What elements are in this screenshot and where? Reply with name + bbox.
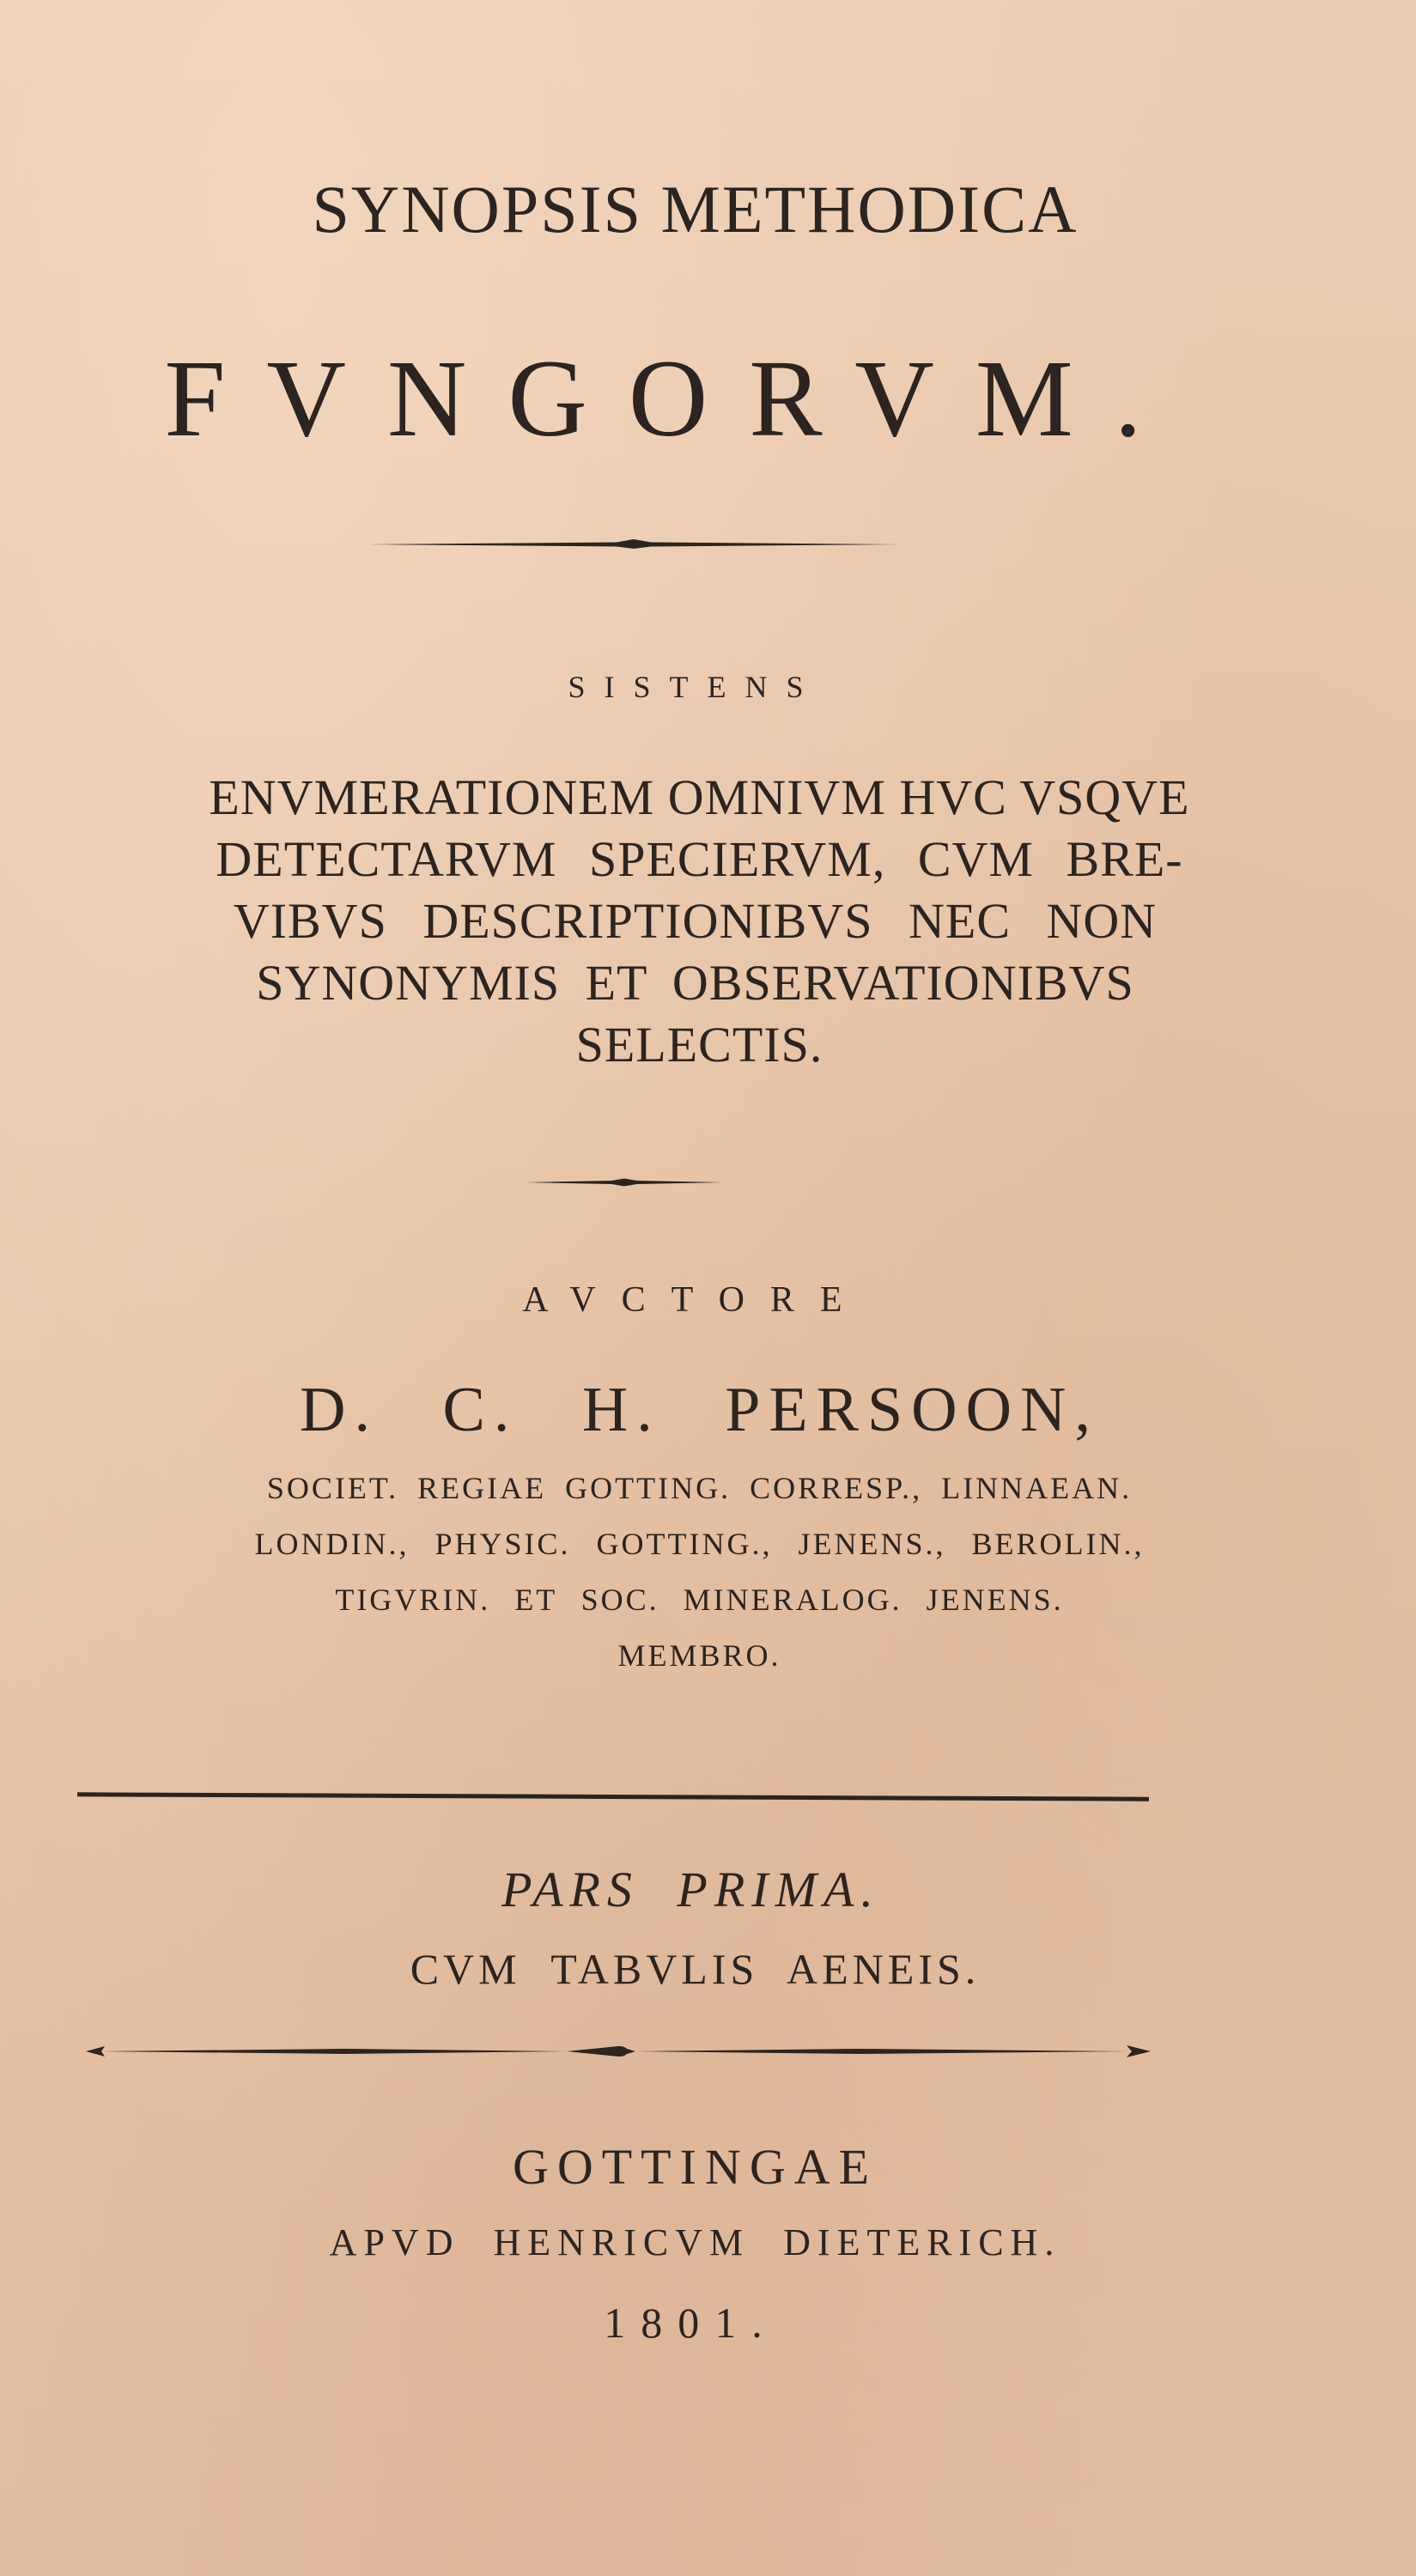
cum-tabulis: CVM TABVLIS AENEIS. [410,1945,981,1993]
title-line-2: FVNGORVM. [164,337,1183,459]
ornamental-rule-2 [526,1176,723,1188]
publisher: APVD HENRICVM DIETERICH. [329,2221,1061,2263]
horizontal-rule [77,1792,1149,1801]
affiliation-line-1: SOCIET. REGIAE GOTTING. CORRESP., LINNAEAN. [266,1471,1133,1505]
description-line-3: VIBVS DESCRIPTIONIBVS NEC NON [233,893,1158,949]
title-line-1: SYNOPSIS METHODICA [312,172,1079,246]
affiliation-line-4: MEMBRO. [617,1638,781,1673]
ornamental-rule-1 [368,536,900,553]
sistens-label: SISTENS [568,670,823,704]
publication-year: 1801. [604,2299,778,2347]
description-line-5: SELECTIS. [575,1017,823,1072]
pars-prima: PARS PRIMA. [501,1862,880,1917]
auctore-label: AVCTORE [522,1280,868,1320]
description-line-4: SYNONYMIS ET OBSERVATIONIBVS [256,955,1134,1011]
affiliation-line-2: LONDIN., PHYSIC. GOTTING., JENENS., BEROLIN., [254,1527,1145,1561]
author-name: D. C. H. PERSOON, [300,1375,1099,1445]
description-line-1: ENVMERATIONEM OMNIVM HVC VSQVE [209,769,1190,825]
arrow-ornament [86,2039,1151,2065]
affiliation-line-3: TIGVRIN. ET SOC. MINERALOG. JENENS. [335,1583,1064,1617]
city: GOTTINGAE [512,2139,878,2195]
description-line-2: DETECTARVM SPECIERVM, CVM BRE- [216,831,1183,887]
